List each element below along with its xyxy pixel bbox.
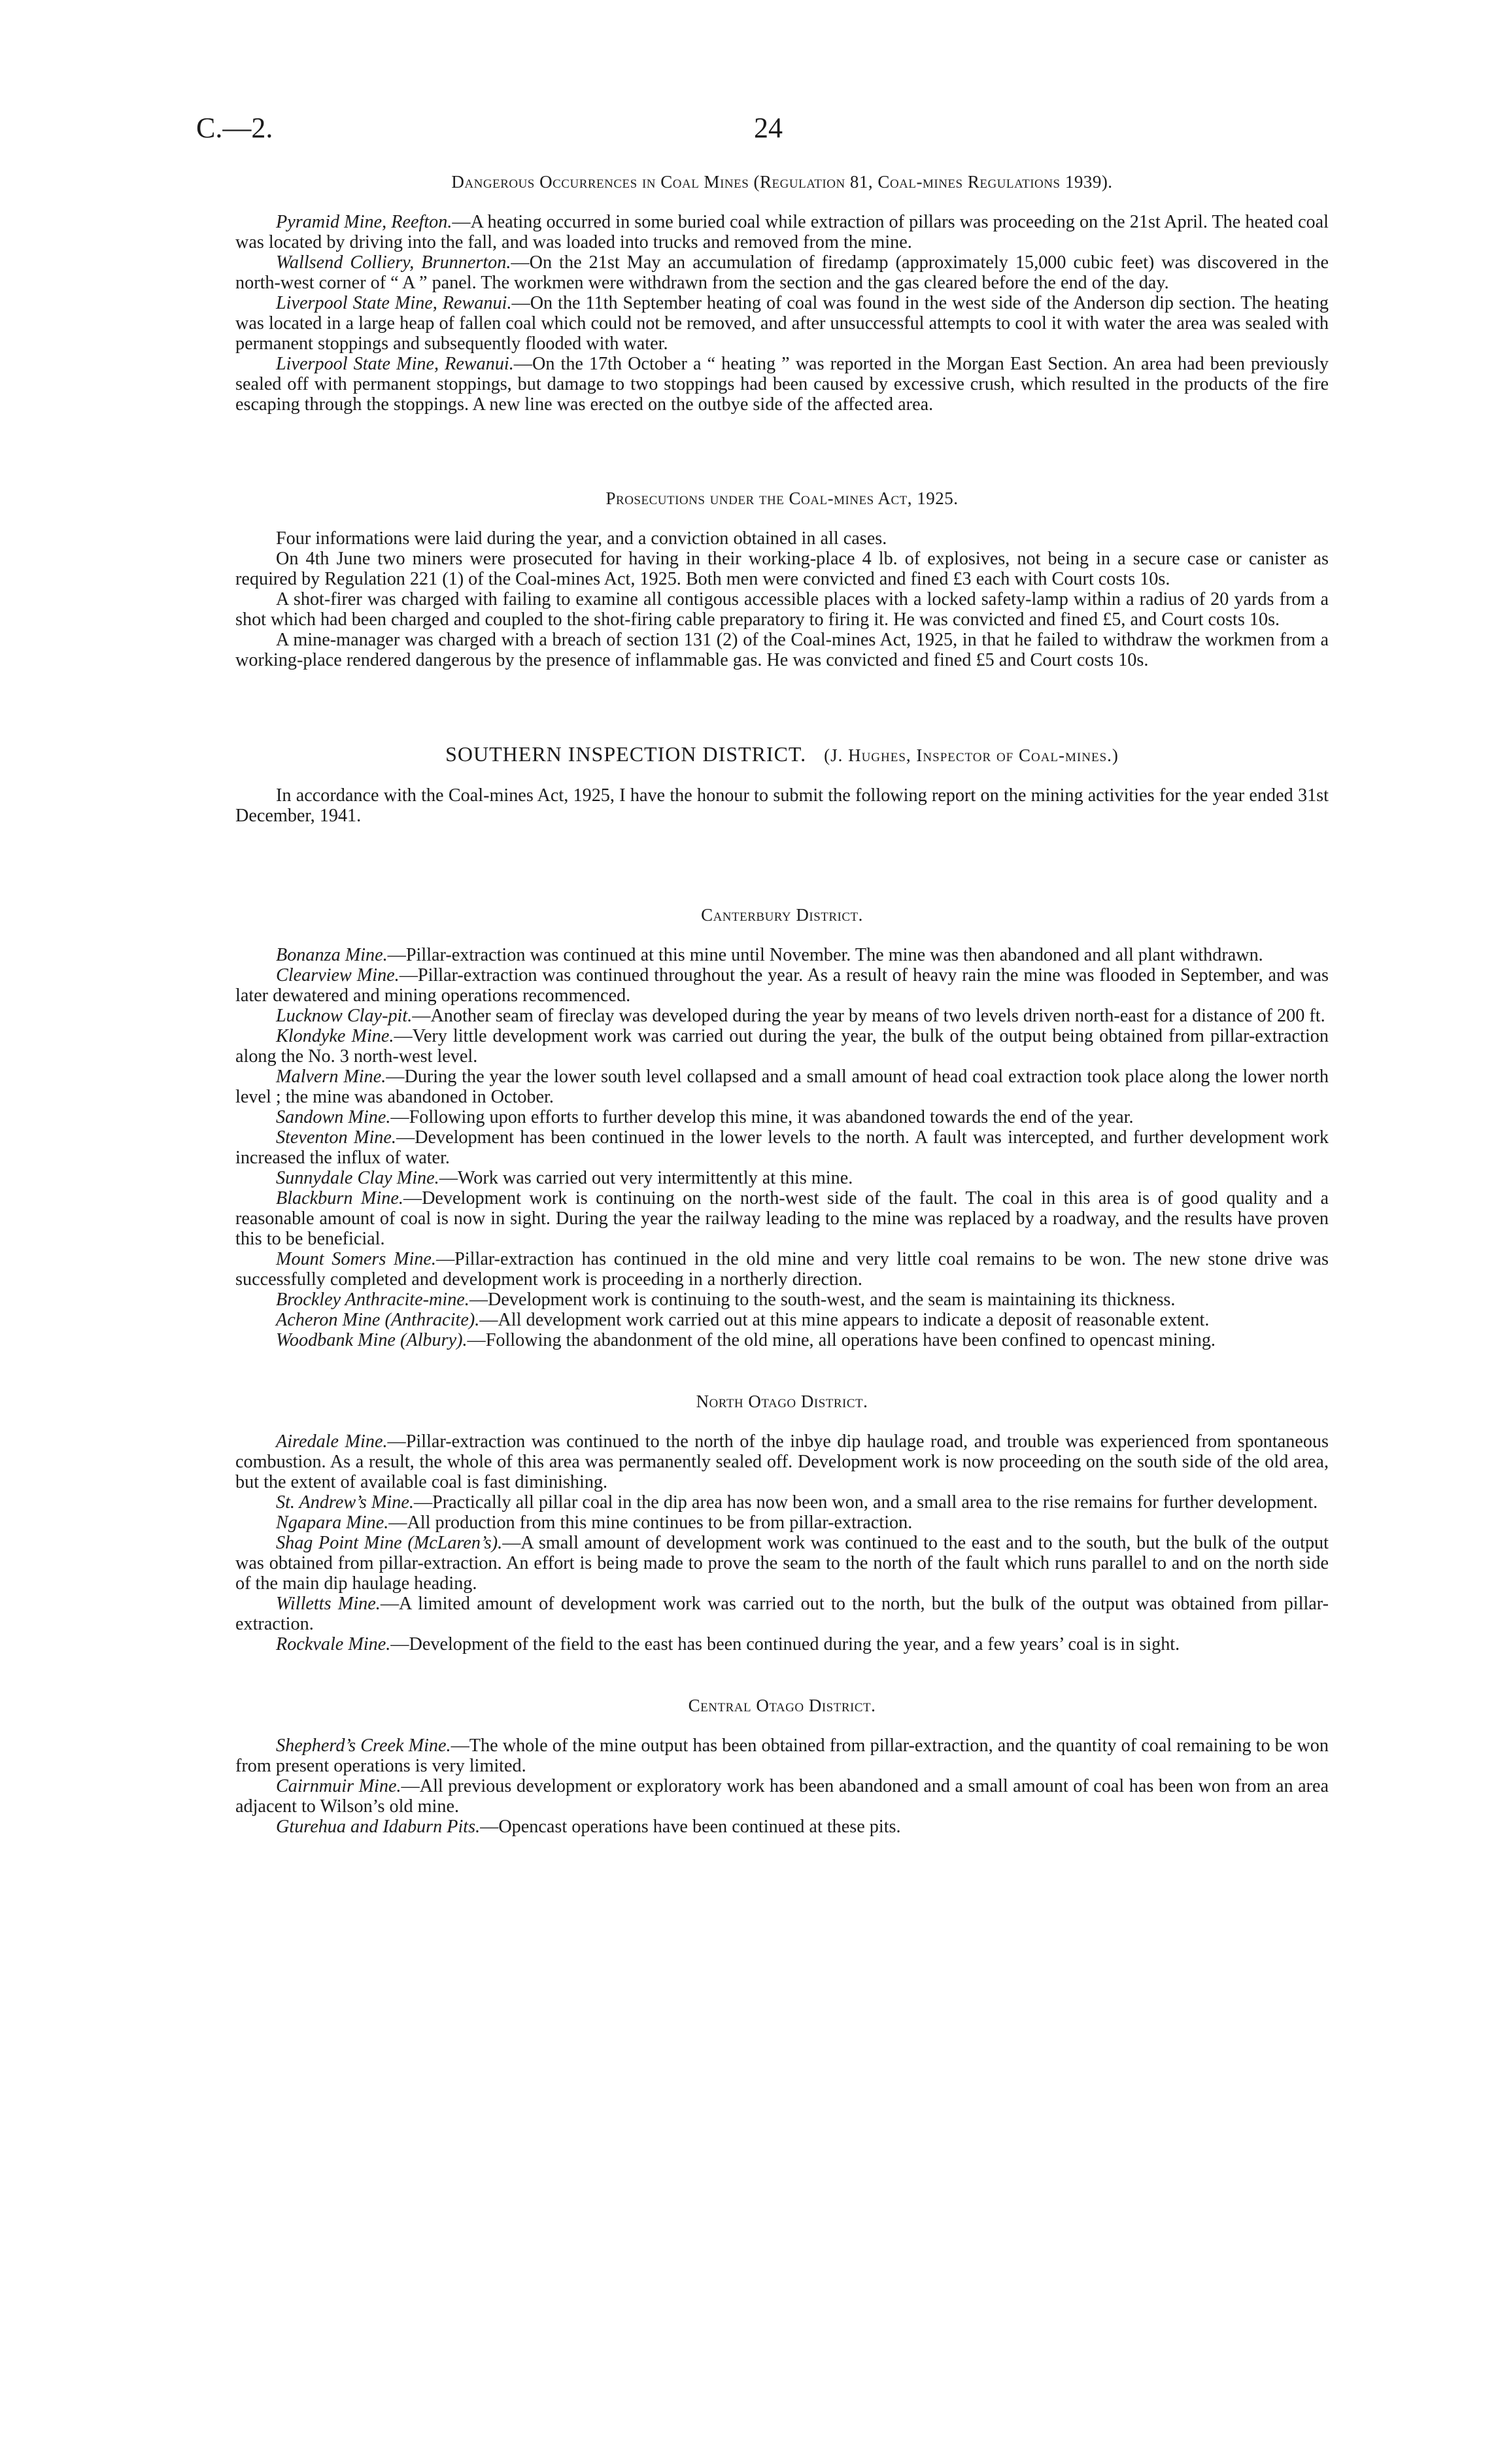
paragraph <box>235 1533 1329 1594</box>
mine-name: Sandown Mine. <box>276 1107 391 1127</box>
section-southern-district <box>235 744 1329 826</box>
mine-name: Ngapara Mine. <box>276 1513 389 1533</box>
mine-name: Liverpool State Mine, Rewanui. <box>276 354 514 374</box>
paragraph-text: —During the year the lower south level collapsed and a small amount of head coal extraction took place along the lower north level ; the mine was abandoned in October. <box>235 1067 1329 1107</box>
paragraph-text: —A small amount of development work was continued to the east and to the south, but the bulk of the output was obtained from pillar-extraction. An effort is being made to prove the seam to the north of the fault which runs parallel to and on the north side of the main dip haulage heading. <box>235 1533 1329 1594</box>
section-central-otago <box>235 1695 1329 1837</box>
mine-name: Malvern Mine. <box>276 1067 386 1087</box>
paragraph <box>235 1594 1329 1634</box>
paragraph-text: —On the 21st May an accumulation of firedamp (approximately 15,000 cubic feet) was discovered in the north-west corner of “ A ” panel. The workmen were withdrawn from the section and the gas cleared before the end of the day. <box>235 252 1329 293</box>
mine-name: Airedale Mine. <box>276 1431 388 1452</box>
mine-name: Shag Point Mine (McLaren’s). <box>276 1533 503 1553</box>
paragraph-text: —Pillar-extraction was continued throughout the year. As a result of heavy rain the mine was flooded in September, and was later dewatered and mining operations recommenced. <box>235 965 1329 1006</box>
paragraph <box>235 1634 1329 1654</box>
paragraph <box>235 1127 1329 1168</box>
paragraph <box>235 1026 1329 1067</box>
section-heading: North Otago District. <box>696 1392 868 1411</box>
paragraph-text: —Following the abandonment of the old mine, all operations have been confined to opencast mining. <box>467 1330 1216 1350</box>
section-heading: Canterbury District. <box>701 905 863 925</box>
paragraph-text: —Development work is continuing to the south-west, and the seam is maintaining its thickness. <box>469 1290 1176 1310</box>
document-reference: C.—2. <box>196 112 273 144</box>
district-heading-inspector: (J. Hughes, Inspector of Coal-mines.) <box>824 745 1119 765</box>
mine-name: Bonanza Mine. <box>276 945 388 965</box>
page-header <box>196 111 1340 150</box>
paragraph-text: —Practically all pillar coal in the dip area has now been won, and a small area to the rise remains for further development. <box>413 1492 1318 1513</box>
section-canterbury <box>235 904 1329 1350</box>
mine-name: Shepherd’s Creek Mine. <box>276 1736 451 1756</box>
paragraph-text: —Pillar-extraction has continued in the old mine and very little coal remains to be won. The new stone drive was successfully completed and development work is proceeding in a northerly direction. <box>235 1249 1329 1290</box>
paragraph <box>235 1330 1329 1350</box>
intro-paragraph: In accordance with the Coal-mines Act, 1925, I have the honour to submit the following report on the mining activities for the year ended 31st December, 1941. <box>235 785 1329 826</box>
mine-name: Wallsend Colliery, Brunnerton. <box>276 252 511 273</box>
paragraph-text: —The whole of the mine output has been obtained from pillar-extraction, and the quantity of coal remaining to be won from present operations is very limited. <box>235 1736 1329 1776</box>
mine-name: Cairnmuir Mine. <box>276 1776 401 1796</box>
paragraph <box>235 1006 1329 1026</box>
section-heading: Central Otago District. <box>688 1696 876 1715</box>
paragraph <box>235 945 1329 965</box>
mine-name: Gturehua and Idaburn Pits. <box>276 1817 481 1837</box>
section-north-otago <box>235 1391 1329 1654</box>
section-dangerous-occurrences <box>235 171 1329 415</box>
page-number: 24 <box>754 112 783 144</box>
paragraph <box>235 1168 1329 1188</box>
paragraph <box>235 1776 1329 1817</box>
paragraph-text: —On the 11th September heating of coal was found in the west side of the Anderson dip section. The heating was located in a large heap of fallen coal which could not be removed, and after unsuccessful attempts to cool it with water the area was sealed with permanent stoppings and subsequently flooded with water. <box>235 293 1329 354</box>
mine-name: Lucknow Clay-pit. <box>276 1006 413 1026</box>
paragraph <box>235 1431 1329 1492</box>
section-heading: Dangerous Occurrences in Coal Mines (Regulation 81, Coal-mines Regulations 1939). <box>451 172 1113 192</box>
paragraph-text: —Opencast operations have been continued at these pits. <box>480 1817 901 1837</box>
paragraph <box>235 1817 1329 1837</box>
paragraph: A shot-firer was charged with failing to examine all contigous accessible places with a locked safety-lamp within a radius of 20 yards from a shot which had been charged and coupled to the shot-firing cable preparatory to firing it. He was convicted and fined £5, and Court costs 10s. <box>235 589 1329 630</box>
district-heading-main: SOUTHERN INSPECTION DISTRICT. <box>445 742 807 766</box>
mine-name: Klondyke Mine. <box>276 1026 394 1046</box>
paragraph-text: —Development has been continued in the lower levels to the north. A fault was intercepted, and further development work increased the influx of water. <box>235 1127 1329 1168</box>
paragraph-text: —Following upon efforts to further develop this mine, it was abandoned towards the end of the year. <box>390 1107 1134 1127</box>
section-heading: Prosecutions under the Coal-mines Act, 1925. <box>605 488 959 508</box>
mine-name: Blackburn Mine. <box>276 1188 403 1208</box>
mine-name: St. Andrew’s Mine. <box>276 1492 414 1513</box>
paragraph <box>235 1249 1329 1290</box>
paragraph-text: —Pillar-extraction was continued at this mine until November. The mine was then abandoned and all plant withdrawn. <box>387 945 1263 965</box>
paragraph-text: —Development of the field to the east has been continued during the year, and a few years’ coal is in sight. <box>390 1634 1180 1654</box>
mine-name: Mount Somers Mine. <box>276 1249 436 1269</box>
paragraph-text: —All production from this mine continues to be from pillar-extraction. <box>388 1513 913 1533</box>
paragraph-text: —Work was carried out very intermittently at this mine. <box>439 1168 853 1188</box>
paragraph <box>235 965 1329 1006</box>
mine-name: Clearview Mine. <box>276 965 400 985</box>
mine-name: Willetts Mine. <box>276 1594 381 1614</box>
paragraph-text: —Development work is continuing on the north-west side of the fault. The coal in this area is of good quality and a reasonable amount of coal is now in sight. During the year the railway leading to the mine was replaced by a roadway, and the results have proven this to be beneficial. <box>235 1188 1329 1249</box>
paragraph <box>235 354 1329 415</box>
paragraph <box>235 293 1329 354</box>
paragraph <box>235 212 1329 252</box>
section-prosecutions <box>235 488 1329 670</box>
paragraph-text: —A limited amount of development work was carried out to the north, but the bulk of the output was obtained from pillar-extraction. <box>235 1594 1329 1634</box>
paragraph-text: —All development work carried out at this mine appears to indicate a deposit of reasonable extent. <box>479 1310 1210 1330</box>
mine-name: Liverpool State Mine, Rewanui. <box>276 293 512 313</box>
paragraph: Four informations were laid during the year, and a conviction obtained in all cases. <box>276 528 887 549</box>
paragraph <box>235 1736 1329 1776</box>
mine-name: Steventon Mine. <box>276 1127 396 1148</box>
page-body <box>235 171 1329 1837</box>
mine-name: Sunnydale Clay Mine. <box>276 1168 439 1188</box>
mine-name: Acheron Mine (Anthracite). <box>276 1310 480 1330</box>
district-heading <box>235 744 1329 766</box>
paragraph-text: —Another seam of fireclay was developed during the year by means of two levels driven north-east for a distance of 200 ft. <box>412 1006 1325 1026</box>
paragraph-text: —On the 17th October a “ heating ” was reported in the Morgan East Section. An area had been previously sealed off with permanent stoppings, but damage to two stoppings had been caused by excessive crush, which resulted in the products of the fire escaping through the stoppings. A new line was erected on the outbye side of the affected area. <box>235 354 1329 415</box>
paragraph-text: —All previous development or exploratory work has been abandoned and a small amount of coal has been won from an area adjacent to Wilson’s old mine. <box>235 1776 1329 1817</box>
paragraph: On 4th June two miners were prosecuted for having in their working-place 4 lb. of explosives, not being in a secure case or canister as required by Regulation 221 (1) of the Coal-mines Act, 1925. Both men were convicted and fined £3 each with Court costs 10s. <box>235 549 1329 589</box>
paragraph <box>235 1310 1329 1330</box>
paragraph-text: —A heating occurred in some buried coal while extraction of pillars was proceeding on the 21st April. The heated coal was located by driving into the fall, and was loaded into trucks and removed from the mine. <box>235 212 1329 252</box>
mine-name: Rockvale Mine. <box>276 1634 391 1654</box>
paragraph-text: —Pillar-extraction was continued to the north of the inbye dip haulage road, and trouble was experienced from spontaneous combustion. As a result, the whole of this area was permanently sealed off. Development work is now proceeding on the south side of the old area, but the extent of available coal is fast diminishing. <box>235 1431 1329 1492</box>
paragraph <box>235 1290 1329 1310</box>
paragraph-text: —Very little development work was carried out during the year, the bulk of the output being obtained from pillar-extraction along the No. 3 north-west level. <box>235 1026 1329 1067</box>
paragraph <box>235 1067 1329 1107</box>
mine-name: Brockley Anthracite-mine. <box>276 1290 469 1310</box>
mine-name: Pyramid Mine, Reefton. <box>276 212 452 232</box>
mine-name: Woodbank Mine (Albury). <box>276 1330 468 1350</box>
paragraph <box>235 1107 1329 1127</box>
paragraph <box>235 252 1329 293</box>
paragraph <box>235 1513 1329 1533</box>
paragraph: A mine-manager was charged with a breach of section 131 (2) of the Coal-mines Act, 1925, in that he failed to withdraw the workmen from a working-place rendered dangerous by the presence of inflammable gas. He was convicted and fined £5 and Court costs 10s. <box>235 630 1329 670</box>
paragraph <box>235 1492 1329 1513</box>
paragraph <box>235 1188 1329 1249</box>
